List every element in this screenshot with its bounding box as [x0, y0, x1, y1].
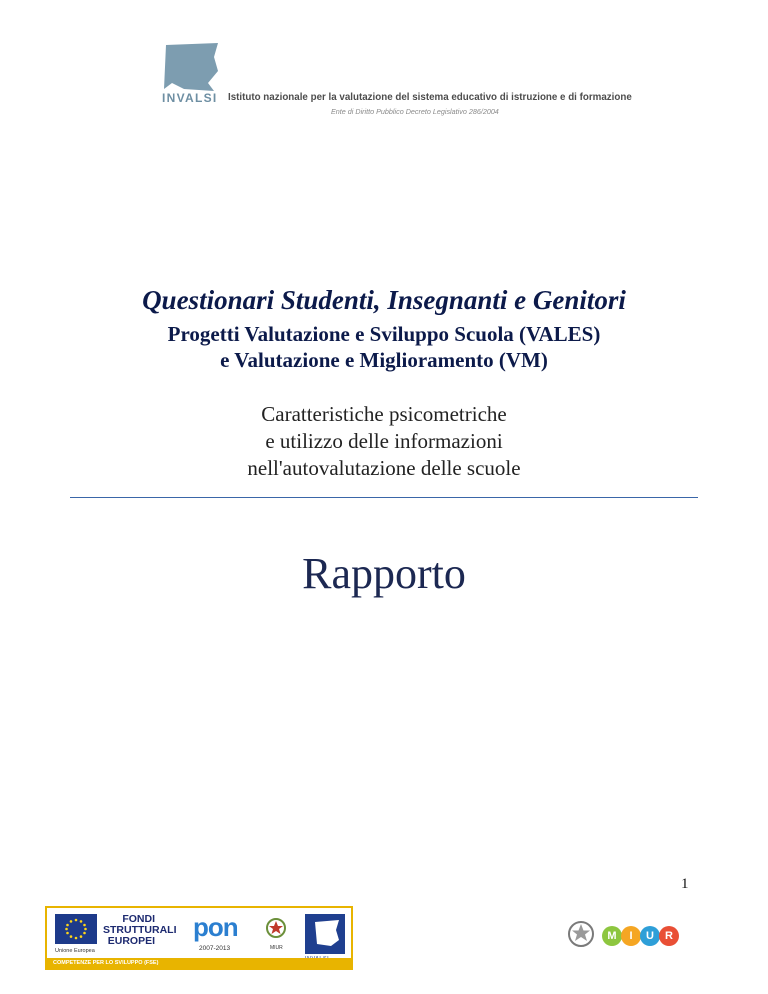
- miur-letter-u: U: [640, 926, 660, 946]
- fondi-strutturali-logo: [103, 913, 177, 947]
- fondi-line3: EUROPEI: [107, 935, 155, 947]
- fondi-line2: STRUTTURALI: [103, 924, 177, 936]
- document-description-line1: Caratteristiche psicometriche: [261, 402, 507, 426]
- invalsi-flag-icon: [164, 43, 220, 91]
- document-description-line3: nell'autovalutazione delle scuole: [247, 456, 521, 480]
- eu-flag-icon: [55, 914, 97, 944]
- fondi-line1: FONDI: [122, 913, 155, 925]
- eu-label: Unione Europea: [55, 948, 95, 954]
- pon-funding-banner: [45, 906, 353, 970]
- repubblica-emblem-icon: [566, 918, 596, 952]
- italian-emblem-icon: [265, 916, 287, 942]
- document-title: Questionari Studenti, Insegnanti e Genitori: [142, 285, 626, 315]
- invalsi-logo-text: INVALSI: [162, 91, 218, 105]
- document-subtitle-line1: Progetti Valutazione e Sviluppo Scuola (VALES): [167, 322, 601, 346]
- miur-letter-m: M: [602, 926, 622, 946]
- competenze-strip: COMPETENZE PER LO SVILUPPO (FSE): [47, 958, 351, 968]
- miur-label: MIUR: [270, 945, 283, 951]
- document-description-line2: e utilizzo delle informazioni: [265, 429, 503, 453]
- invalsi-tagline: Istituto nazionale per la valutazione del sistema educativo di istruzione e di formazione: [228, 92, 632, 103]
- pon-years: 2007-2013: [199, 945, 231, 952]
- miur-letter-r: R: [659, 926, 679, 946]
- invalsi-legal-subtitle: Ente di Diritto Pubblico Decreto Legislativo 286/2004: [331, 107, 499, 116]
- invalsi-small-logo: [305, 914, 345, 954]
- pon-logo: pon: [193, 912, 238, 942]
- document-subtitle-line2: e Valutazione e Miglioramento (VM): [220, 348, 548, 372]
- page-number: 1: [681, 876, 689, 892]
- title-divider: [70, 497, 698, 498]
- document-type: Rapporto: [302, 549, 466, 598]
- miur-letter-i: I: [621, 926, 641, 946]
